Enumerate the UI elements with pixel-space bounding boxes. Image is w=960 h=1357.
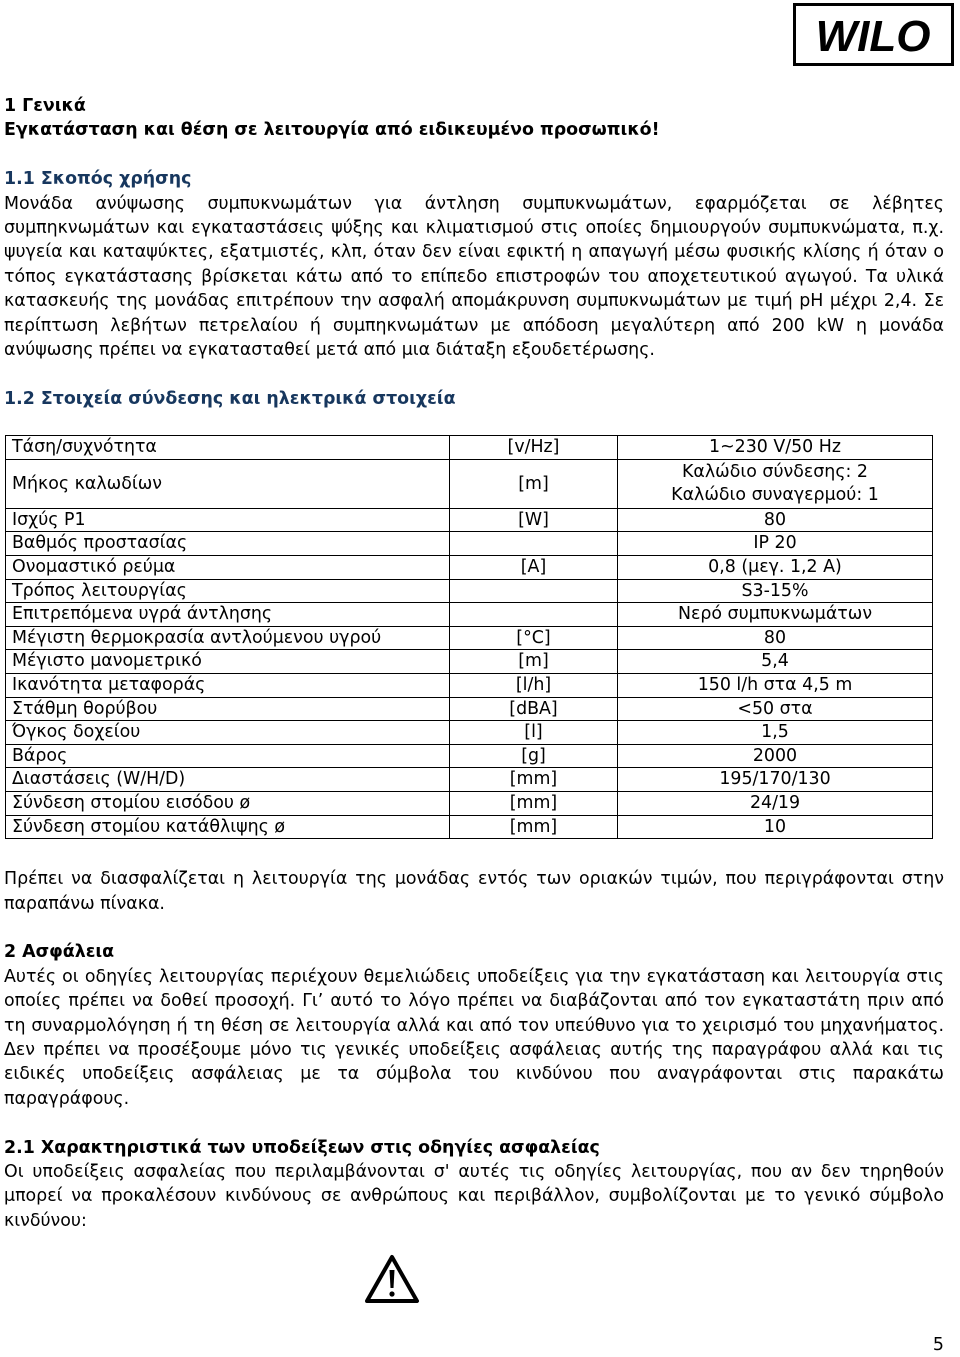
spec-name-cell: Μέγιστη θερμοκρασία αντλούμενου υγρού xyxy=(6,626,450,650)
spec-table-row xyxy=(6,697,933,721)
section-2-body: Αυτές οι οδηγίες λειτουργίας περιέχουν θεμελιώδεις υποδείξεις για την εγκατάσταση και λειτουργία στις οποίες πρέπει να δοθεί προσοχή. Γι’ αυτό το λόγο πρέπει να διαβάζονται από τον εγκαταστάτη πριν από τη συναρμολόγηση ή τη θέση σε λειτουργία αλλά και από τον υπεύθυνο για το χειρισμό του μηχανήματος. Δεν πρέπει να προσέξουμε μόνο τις γενικές υποδείξεις ασφάλειας αυτής της παραγράφου αλλά και τις ειδικές υποδείξεις ασφάλειας με τα σύμβολα του κινδύνου που αναγράφονται στις παρακάτω παραγράφους. xyxy=(4,966,944,1109)
logo-text: WILO xyxy=(815,12,931,61)
spec-name-cell: Βάρος xyxy=(6,744,450,768)
spec-unit-cell: [dBA] xyxy=(450,697,618,721)
spec-name-cell: Ονομαστικό ρεύμα xyxy=(6,556,450,580)
spec-name-cell: Σύνδεση στομίου εισόδου ø xyxy=(6,791,450,815)
spec-table-row xyxy=(6,532,933,556)
spec-name-cell: Τρόπος λειτουργίας xyxy=(6,579,450,603)
spec-table-row xyxy=(6,815,933,839)
spec-name-cell: Μέγιστο μανομετρικό xyxy=(6,650,450,674)
spec-unit-cell: [v/Hz] xyxy=(450,436,618,460)
section-1-1-body: Μονάδα ανύψωσης συμπυκνωμάτων για άντληση συμπυκνωμάτων, εφαρμόζεται σε λέβητες συμπηκνωμάτων και εγκαταστάσεις ψύξης και κλιματισμού στις οποίες δημιουργούν συμπυκνώματα, π.χ. ψυγεία και καταψύκτες, εξατμιστές, κλπ, όταν δεν είναι εφικτή η απαγωγή μέσω φυσικής κλίσης ή όταν ο τόπος εγκατάστασης βρίσκεται κάτω από το επίπεδο επιστροφών του αποχετευτικού αγωγού. Τα υλικά κατασκευής της μονάδας επιτρέπουν την ασφαλή απομάκρυνση συμπυκνωμάτων με τιμή pH μέχρι 2,4. Σε περίπτωση λεβήτων πετρελαίου ή συμπηκνωμάτων με απόδοση μεγαλύτερη από 200 kW η μονάδα ανύψωσης πρέπει να εγκατασταθεί μετά από μια διάταξη εξουδετέρωσης. xyxy=(4,193,944,361)
spec-unit-cell: [g] xyxy=(450,744,618,768)
spec-value-cell: 5,4 xyxy=(618,650,933,674)
spec-table-row xyxy=(6,459,933,508)
spec-unit-cell: [l/h] xyxy=(450,674,618,698)
spec-table-row xyxy=(6,744,933,768)
wilo-logo xyxy=(793,3,954,66)
section-1-2-title: 1.2 Στοιχεία σύνδεσης και ηλεκτρικά στοιχεία xyxy=(4,388,456,409)
spec-table-row xyxy=(6,674,933,698)
spec-unit-cell: [mm] xyxy=(450,815,618,839)
spec-value-cell: Νερό συμπυκνωμάτων xyxy=(618,603,933,627)
spec-table-row xyxy=(6,603,933,627)
section-1-subtitle: Εγκατάσταση και θέση σε λειτουργία από ειδικευμένο προσωπικό! xyxy=(4,120,660,141)
spec-value-cell: S3-15% xyxy=(618,579,933,603)
spec-name-cell: Επιτρεπόμενα υγρά άντλησης xyxy=(6,603,450,627)
spec-value-cell: 10 xyxy=(618,815,933,839)
spec-value-cell: 0,8 (μεγ. 1,2 A) xyxy=(618,556,933,580)
after-table-text: Πρέπει να διασφαλίζεται η λειτουργία της μονάδας εντός των οριακών τιμών, που περιγράφονται στην παραπάνω πίνακα. xyxy=(4,869,944,914)
spec-unit-cell: [A] xyxy=(450,556,618,580)
page-number: 5 xyxy=(932,1335,944,1355)
spec-name-cell: Όγκος δοχείου xyxy=(6,721,450,745)
spec-unit-cell: [mm] xyxy=(450,768,618,792)
spec-unit-cell xyxy=(450,532,618,556)
spec-value-line: Καλώδιο συναγερμού: 1 xyxy=(671,484,879,505)
spec-table-row xyxy=(6,791,933,815)
spec-unit-cell: [l] xyxy=(450,721,618,745)
spec-value-cell: 2000 xyxy=(618,744,933,768)
spec-value-cell: 80 xyxy=(618,626,933,650)
spec-table xyxy=(5,435,933,839)
spec-name-cell: Μήκος καλωδίων xyxy=(6,459,450,508)
spec-name-cell: Σύνδεση στομίου κατάθλιψης ø xyxy=(6,815,450,839)
warning-triangle-icon xyxy=(364,1254,420,1304)
spec-unit-cell xyxy=(450,579,618,603)
section-1-1-title: 1.1 Σκοπός χρήσης xyxy=(4,169,192,190)
spec-value-cell: IP 20 xyxy=(618,532,933,556)
spec-unit-cell: [W] xyxy=(450,508,618,532)
spec-table-row xyxy=(6,721,933,745)
spec-value-cell: 195/170/130 xyxy=(618,768,933,792)
section-2-1-title: 2.1 Χαρακτηριστικά των υποδείξεων στις οδηγίες ασφαλείας xyxy=(4,1137,600,1158)
spec-table-row xyxy=(6,579,933,603)
spec-table-row xyxy=(6,556,933,580)
spec-table-row xyxy=(6,436,933,460)
spec-value-cell: 1,5 xyxy=(618,721,933,745)
spec-unit-cell xyxy=(450,603,618,627)
spec-value-cell xyxy=(618,459,933,508)
section-1-title: 1 Γενικά xyxy=(4,96,86,116)
section-2-title: 2 Ασφάλεια xyxy=(4,942,115,963)
spec-unit-cell: [m] xyxy=(450,459,618,508)
spec-value-line: Καλώδιο σύνδεσης: 2 xyxy=(682,462,868,483)
section-2-1-body: Οι υποδείξεις ασφαλείας που περιλαμβάνονται σ' αυτές τις οδηγίες λειτουργίας, που αν δεν τηρηθούν μπορεί να προκαλέσουν κινδύνους σε ανθρώπους και περιβάλλον, συμβολίζονται με το γενικό σύμβολο κινδύνου: xyxy=(4,1162,944,1231)
spec-name-cell: Διαστάσεις (W/H/D) xyxy=(6,768,450,792)
spec-table-row xyxy=(6,626,933,650)
spec-table-row xyxy=(6,650,933,674)
spec-table-row xyxy=(6,768,933,792)
spec-unit-cell: [mm] xyxy=(450,791,618,815)
spec-name-cell: Βαθμός προστασίας xyxy=(6,532,450,556)
spec-table-row xyxy=(6,508,933,532)
spec-value-cell: <50 στα xyxy=(618,697,933,721)
spec-name-cell: Στάθμη θορύβου xyxy=(6,697,450,721)
spec-value-cell: 150 l/h στα 4,5 m xyxy=(618,674,933,698)
document-body xyxy=(4,94,944,1233)
spec-name-cell: Τάση/συχνότητα xyxy=(6,436,450,460)
spec-value-cell: 1~230 V/50 Hz xyxy=(618,436,933,460)
spec-name-cell: Ικανότητα μεταφοράς xyxy=(6,674,450,698)
spec-unit-cell: [°C] xyxy=(450,626,618,650)
spec-value-cell: 24/19 xyxy=(618,791,933,815)
spec-value-cell: 80 xyxy=(618,508,933,532)
spec-name-cell: Ισχύς P1 xyxy=(6,508,450,532)
spec-unit-cell: [m] xyxy=(450,650,618,674)
